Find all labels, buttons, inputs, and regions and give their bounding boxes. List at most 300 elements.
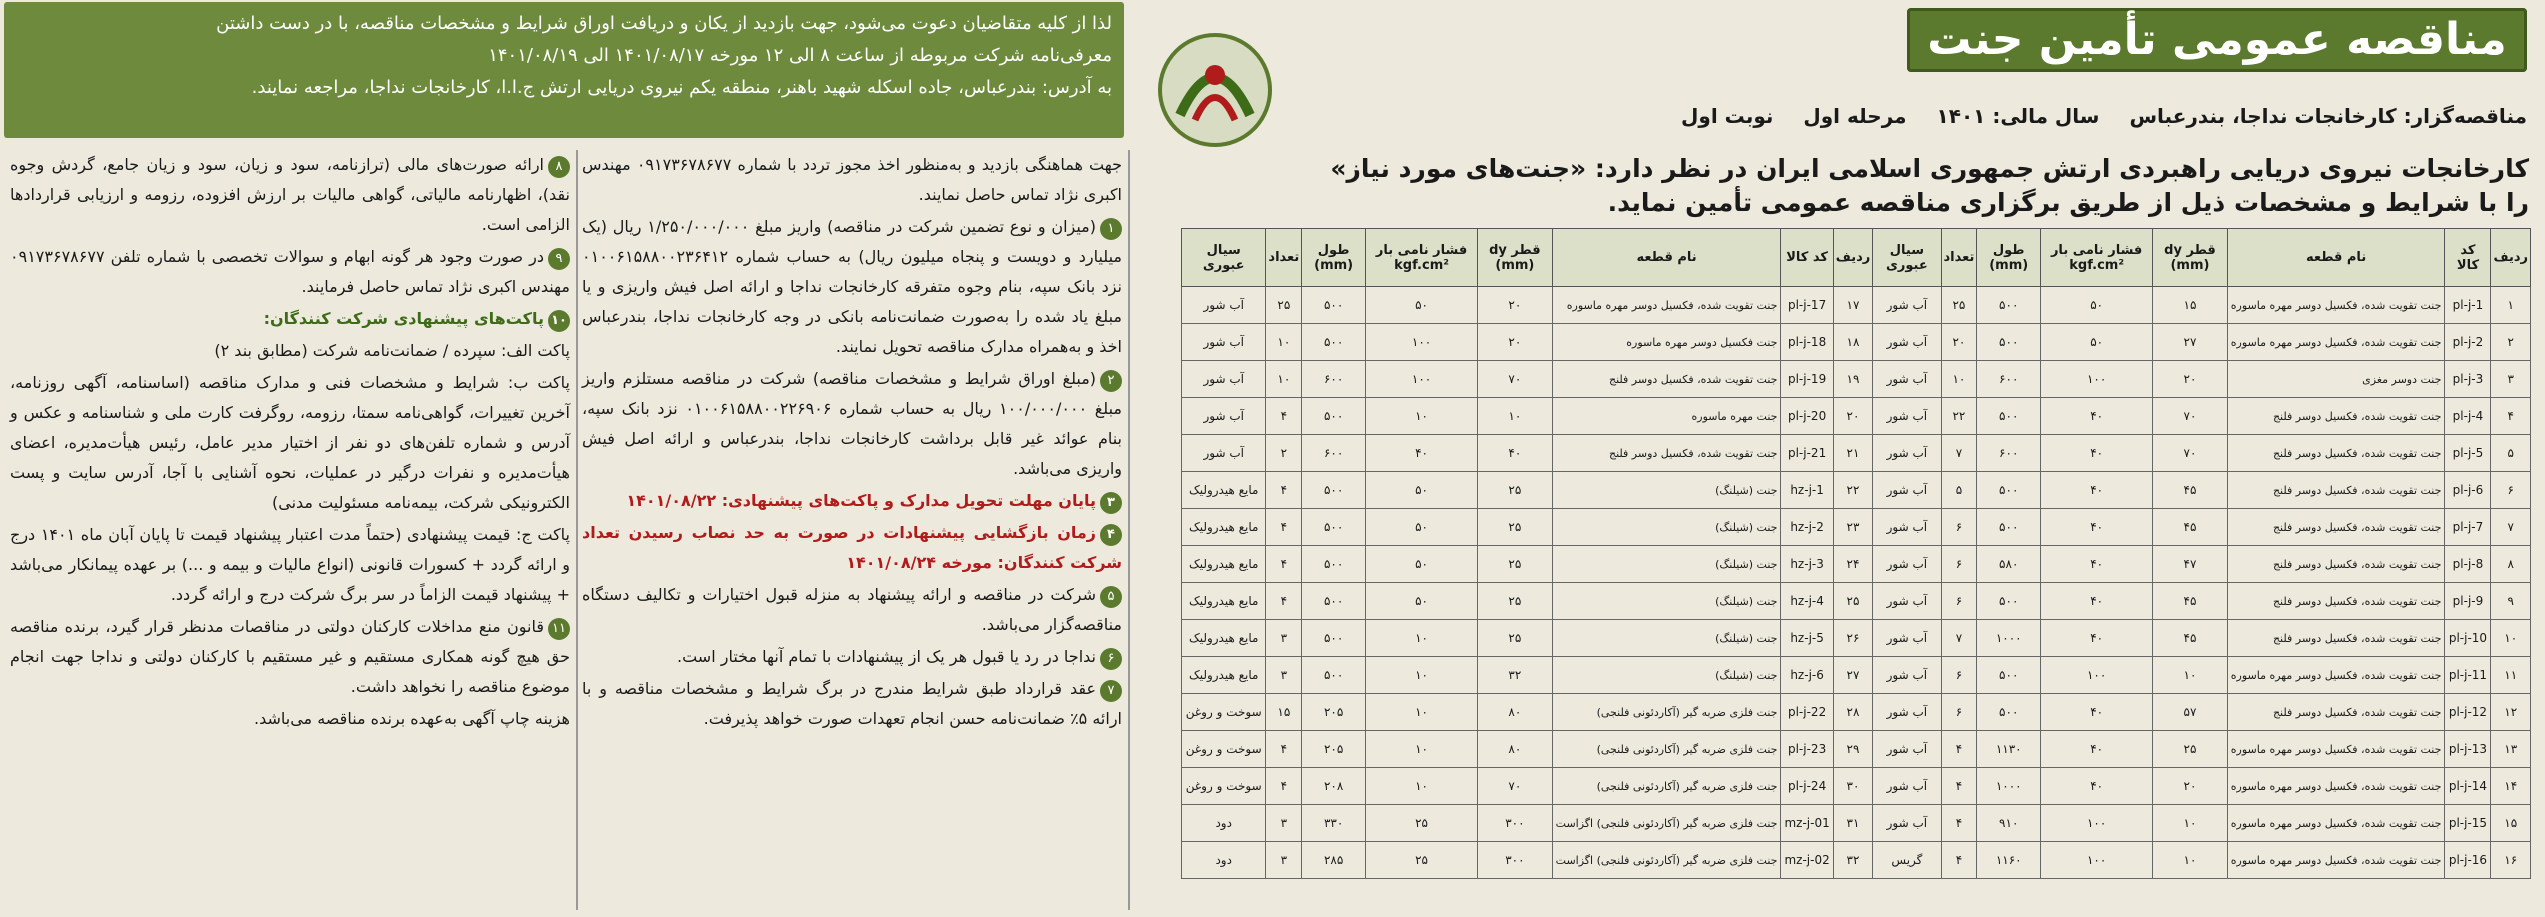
- envelopes-title: ۱۰پاکت‌های پیشنهادی شرکت کنندگان:: [10, 304, 570, 334]
- table-cell: ۵۰۰: [1977, 398, 2041, 435]
- table-cell: ۱۰: [2491, 620, 2531, 657]
- table-cell: جنت تقویت شده، فکسیل دوسر مهره ماسوره: [2227, 657, 2445, 694]
- item-number: ۲: [1100, 370, 1122, 392]
- table-cell: ۱۰: [1941, 361, 1977, 398]
- table-cell: ۴۰: [2041, 435, 2153, 472]
- table-cell: سوخت و روغن: [1182, 731, 1266, 768]
- table-cell: pl-j-24: [1781, 768, 1833, 805]
- table-cell: ۱۰: [1266, 361, 1302, 398]
- table-cell: آب شور: [1182, 361, 1266, 398]
- table-cell: ۲۷: [2153, 324, 2228, 361]
- table-row: [1182, 509, 2531, 546]
- table-cell: ۱۰۰: [1366, 324, 1478, 361]
- table-cell: ۴۰: [2041, 546, 2153, 583]
- table-cell: ۹۱۰: [1977, 805, 2041, 842]
- table-cell: آب شور: [1873, 435, 1941, 472]
- header: [0, 0, 2545, 150]
- column-header: قطر dy (mm): [2153, 229, 2228, 287]
- table-cell: ۵۰: [2041, 324, 2153, 361]
- table-cell: ۸: [2491, 546, 2531, 583]
- table-cell: ۵۰: [1366, 287, 1478, 324]
- table-cell: ۱۳: [2491, 731, 2531, 768]
- table-cell: ۵۰۰: [1977, 472, 2041, 509]
- table-cell: hz-j-3: [1781, 546, 1833, 583]
- table-row: [1182, 287, 2531, 324]
- table-cell: hz-j-5: [1781, 620, 1833, 657]
- table-cell: ۶: [1941, 509, 1977, 546]
- table-row: [1182, 620, 2531, 657]
- fiscal-year: سال مالی: ۱۴۰۱: [1936, 104, 2100, 128]
- table-cell: pl-j-15: [2445, 805, 2491, 842]
- acceptance-paragraph: ۵شرکت در مناقصه و ارائه پیشنهاد به منزله قبول اختیارات و تکالیف دستگاه مناقصه‌گزار می‌باشد.: [582, 585, 1122, 634]
- column-header: نام قطعه: [1552, 229, 1781, 287]
- table-cell: ۱۰: [2153, 805, 2228, 842]
- left-column: [10, 150, 570, 910]
- navy-logo-icon: [1140, 20, 1290, 170]
- table-cell: جنت فلزی ضربه گیر (آکاردئونی فلنجی): [1552, 768, 1781, 805]
- column-divider: [576, 150, 578, 910]
- table-cell: جنت (شیلنگ): [1552, 657, 1781, 694]
- table-cell: ۳: [1266, 620, 1302, 657]
- table-cell: ۱۰: [1366, 398, 1478, 435]
- table-cell: ۵۸۰: [1977, 546, 2041, 583]
- table-cell: ۷۰: [1478, 768, 1553, 805]
- table-cell: جنت فلزی ضربه گیر (آکاردئونی فلنجی) اگزاست: [1552, 805, 1781, 842]
- table-cell: ۲۰۸: [1302, 768, 1366, 805]
- table-cell: ۱۰: [1366, 657, 1478, 694]
- table-row: [1182, 657, 2531, 694]
- table-cell: سوخت و روغن: [1182, 768, 1266, 805]
- table-cell: pl-j-22: [1781, 694, 1833, 731]
- table-cell: ۳۲: [1478, 657, 1553, 694]
- table-cell: ۲۱: [1833, 435, 1873, 472]
- table-cell: سوخت و روغن: [1182, 694, 1266, 731]
- table-cell: ۳: [1266, 657, 1302, 694]
- table-cell: جنت فکسیل دوسر مهره ماسوره: [1552, 324, 1781, 361]
- table-cell: جنت تقویت شده، فکسیل دوسر مهره ماسوره: [2227, 805, 2445, 842]
- column-header: تعداد: [1941, 229, 1977, 287]
- table-cell: جنت فلزی ضربه گیر (آکاردئونی فلنجی): [1552, 731, 1781, 768]
- table-cell: ۵۰: [1366, 583, 1478, 620]
- table-cell: pl-j-7: [2445, 509, 2491, 546]
- table-cell: ۲۷: [1833, 657, 1873, 694]
- tender-meta: [1487, 98, 2527, 134]
- table-cell: آب شور: [1873, 731, 1941, 768]
- table-cell: ۶: [1941, 583, 1977, 620]
- table-cell: ۴۰: [2041, 768, 2153, 805]
- table-cell: جنت تقویت شده، فکسیل دوسر فلنج: [2227, 472, 2445, 509]
- table-cell: آب شور: [1873, 324, 1941, 361]
- table-cell: ۱۰۰: [2041, 805, 2153, 842]
- table-cell: ۵۰۰: [1977, 287, 2041, 324]
- table-cell: ۶۰۰: [1302, 435, 1366, 472]
- table-cell: ۷: [1941, 435, 1977, 472]
- intro-text: [1259, 152, 2529, 220]
- table-cell: mz-j-01: [1781, 805, 1833, 842]
- table-cell: ۴۵: [2153, 620, 2228, 657]
- table-cell: ۴۷: [2153, 546, 2228, 583]
- envelope-c: پاکت ج: قیمت پیشنهادی (حتماً مدت اعتبار پیشنهاد قیمت تا پایان آبان ماه ۱۴۰۱ درج و ارائه گردد + کسورات قانونی (انواع مالیات و بیمه و ...) بر عهده پیمانکار می‌باشد + پیشنهاد قیمت الزاماً در سر برگ شرکت درج و ارائه گردد.: [10, 525, 571, 604]
- column-header: فشار نامی بار kgf.cm²: [2041, 229, 2153, 287]
- item-number: ۵: [1100, 586, 1122, 608]
- table-cell: آب شور: [1873, 361, 1941, 398]
- item-number: ۶: [1100, 648, 1122, 670]
- table-cell: ۴: [1941, 805, 1977, 842]
- table-cell: ۷۰: [1478, 361, 1553, 398]
- table-cell: ۲۰: [1478, 324, 1553, 361]
- table-cell: ۲۹: [1833, 731, 1873, 768]
- column-header: فشار نامی بار kgf.cm²: [1366, 229, 1478, 287]
- table-cell: ۱۰: [2153, 842, 2228, 879]
- table-cell: pl-j-17: [1781, 287, 1833, 324]
- table-cell: ۷: [2491, 509, 2531, 546]
- table-cell: ۷۰: [2153, 398, 2228, 435]
- table-cell: ۱۵: [2153, 287, 2228, 324]
- table-cell: دود: [1182, 842, 1266, 879]
- table-cell: ۱۵: [1266, 694, 1302, 731]
- table-row: [1182, 805, 2531, 842]
- table-cell: ۲۵: [1478, 583, 1553, 620]
- table-cell: pl-j-6: [2445, 472, 2491, 509]
- table-row: [1182, 435, 2531, 472]
- page-title: مناقصه عمومی تأمین جنت: [1907, 8, 2527, 72]
- table-cell: ۵۰۰: [1977, 583, 2041, 620]
- table-cell: جنت تقویت شده، فکسیل دوسر فلنج: [1552, 361, 1781, 398]
- table-cell: دود: [1182, 805, 1266, 842]
- table-cell: آب شور: [1873, 805, 1941, 842]
- table-cell: جنت تقویت شده، فکسیل دوسر فلنج: [2227, 546, 2445, 583]
- table-cell: آب شور: [1873, 768, 1941, 805]
- table-cell: ۳: [2491, 361, 2531, 398]
- table-cell: ۵۰۰: [1977, 324, 2041, 361]
- table-row: [1182, 472, 2531, 509]
- table-cell: pl-j-5: [2445, 435, 2491, 472]
- table-cell: جنت مهره ماسوره: [1552, 398, 1781, 435]
- table-cell: ۳: [1266, 805, 1302, 842]
- table-cell: جنت (شیلنگ): [1552, 509, 1781, 546]
- table-cell: ۳۰: [1833, 768, 1873, 805]
- column-header: طول (mm): [1977, 229, 2041, 287]
- round: نوبت اول: [1681, 104, 1774, 128]
- table-cell: ۲: [2491, 324, 2531, 361]
- table-cell: ۱۰: [1366, 768, 1478, 805]
- table-cell: ۹: [2491, 583, 2531, 620]
- table-cell: ۱۱۳۰: [1977, 731, 2041, 768]
- column-header: نام قطعه: [2227, 229, 2445, 287]
- table-cell: ۲۵: [1478, 620, 1553, 657]
- table-cell: ۴۰: [2041, 620, 2153, 657]
- item-number: ۴: [1100, 524, 1122, 546]
- table-row: [1182, 324, 2531, 361]
- notice-line-3: به آدرس: بندرعباس، جاده اسکله شهید باهنر، منطقه یکم نیروی دریایی ارتش ج.ا.ا، کارخانجات نداجا، مراجعه نمایند.: [251, 77, 1112, 98]
- table-cell: ۱۰: [1366, 731, 1478, 768]
- column-header: ردیف: [1833, 229, 1873, 287]
- table-cell: ۱۷: [1833, 287, 1873, 324]
- table-cell: جنت تقویت شده، فکسیل دوسر فلنج: [2227, 694, 2445, 731]
- fee-paragraph: ۲(مبلغ اوراق شرایط و مشخصات مناقصه) شرکت در مناقصه مستلزم واریز مبلغ ۱۰۰/۰۰۰/۰۰۰ ریال به حساب شماره ۰۱۰۰۶۱۵۸۸۰۰۲۲۶۹۰۶ نزد بانک سپه، بنام عوائد غیر قابل برداشت کارخانجات نداجا، بندرعباس و ارائه اصل فیش واریزی می‌باشد.: [582, 369, 1122, 478]
- table-cell: ۲۰: [1941, 324, 1977, 361]
- table-row: [1182, 731, 2531, 768]
- table-cell: ۶۰۰: [1977, 435, 2041, 472]
- table-cell: ۱۲: [2491, 694, 2531, 731]
- item-number: ۳: [1100, 492, 1122, 514]
- table-cell: آب شور: [1873, 694, 1941, 731]
- table-cell: ۵۰۰: [1302, 509, 1366, 546]
- column-header: سیال عبوری: [1182, 229, 1266, 287]
- table-cell: ۲۵: [1366, 842, 1478, 879]
- table-cell: ۵۰۰: [1302, 620, 1366, 657]
- table-cell: pl-j-19: [1781, 361, 1833, 398]
- item-number: ۷: [1100, 680, 1122, 702]
- table-cell: آب شور: [1182, 398, 1266, 435]
- middle-column: [582, 150, 1122, 910]
- table-cell: ۴۰: [2041, 731, 2153, 768]
- table-cell: جنت تقویت شده، فکسیل دوسر مهره ماسوره: [2227, 324, 2445, 361]
- table-cell: pl-j-14: [2445, 768, 2491, 805]
- ad-cost-paragraph: هزینه چاپ آگهی به‌عهده برنده مناقصه می‌باشد.: [254, 709, 570, 728]
- table-cell: hz-j-2: [1781, 509, 1833, 546]
- table-cell: ۲۰: [1478, 287, 1553, 324]
- table-cell: ۸۰: [1478, 694, 1553, 731]
- table-cell: ۱۱: [2491, 657, 2531, 694]
- table-cell: ۳: [1266, 842, 1302, 879]
- table-cell: ۵۰۰: [1977, 694, 2041, 731]
- table-cell: جنت تقویت شده، فکسیل دوسر فلنج: [2227, 583, 2445, 620]
- table-cell: pl-j-11: [2445, 657, 2491, 694]
- table-cell: ۲۲: [1833, 472, 1873, 509]
- table-cell: جنت تقویت شده، فکسیل دوسر فلنج: [2227, 435, 2445, 472]
- table-cell: ۴۰: [2041, 583, 2153, 620]
- table-cell: ۳۳۰: [1302, 805, 1366, 842]
- table-cell: pl-j-21: [1781, 435, 1833, 472]
- table-cell: جنت تقویت شده، فکسیل دوسر مهره ماسوره: [2227, 287, 2445, 324]
- rejection-paragraph: ۶نداجا در رد یا قبول هر یک از پیشنهادات با تمام آنها مختار است.: [582, 642, 1122, 672]
- table-cell: ۲۵: [1478, 509, 1553, 546]
- table-cell: ۲۸: [1833, 694, 1873, 731]
- table-cell: ۴: [1941, 768, 1977, 805]
- table-cell: ۲۵: [1266, 287, 1302, 324]
- table-cell: جنت تقویت شده، فکسیل دوسر مهره ماسوره: [1552, 287, 1781, 324]
- table-cell: pl-j-2: [2445, 324, 2491, 361]
- table-cell: مایع هیدرولیک: [1182, 583, 1266, 620]
- guarantee-paragraph: ۱(میزان و نوع تضمین شرکت در مناقصه) واریز مبلغ ۱/۲۵۰/۰۰۰/۰۰۰ ریال (یک میلیارد و دویست و پنجاه میلیون ریال) به حساب شماره ۰۱۰۰۶۱۵۸۸۰۰۲۳۶۴۱۲ نزد بانک سپه، بنام وجوه متفرقه کارخانجات نداجا و ارائه اصل فیش واریزی و یا مبلغ یاد شده را به‌صورت ضمانت‌نامه بانکی در وجه کارخانجات نداجا، بندرعباس اخذ و به‌همراه مدارک مناقصه تحویل نمایند.: [582, 217, 1122, 356]
- conflict-paragraph: ۱۱قانون منع مداخلات کارکنان دولتی در مناقصات مدنظر قرار گیرد، برنده مناقصه حق هیچ گونه همکاری مستقیم و غیر مستقیم با کارکنان دولتی و نداجا جهت انجام موضوع مناقصه را نخواهد داشت.: [10, 617, 570, 696]
- table-cell: ۲۵: [1941, 287, 1977, 324]
- table-cell: مایع هیدرولیک: [1182, 472, 1266, 509]
- table-cell: ۴۵: [2153, 509, 2228, 546]
- contact-paragraph: جهت هماهنگی بازدید و به‌منظور اخذ مجوز تردد با شماره ۰۹۱۷۳۶۷۸۶۷۷ مهندس اکبری نژاد تماس حاصل نمایند.: [582, 155, 1122, 204]
- table-cell: گریس: [1873, 842, 1941, 879]
- table-cell: ۱۰: [2153, 657, 2228, 694]
- table-cell: مایع هیدرولیک: [1182, 620, 1266, 657]
- organizer: مناقصه‌گزار: کارخانجات نداجا، بندرعباس: [2129, 104, 2527, 128]
- table-cell: ۱۰۰: [1366, 361, 1478, 398]
- table-cell: ۱۱۶۰: [1977, 842, 2041, 879]
- table-cell: ۱۰: [1366, 620, 1478, 657]
- table-cell: آب شور: [1182, 324, 1266, 361]
- table-cell: ۴۰: [1478, 435, 1553, 472]
- table-cell: ۲۸۵: [1302, 842, 1366, 879]
- stage: مرحله اول: [1803, 104, 1907, 128]
- table-cell: مایع هیدرولیک: [1182, 546, 1266, 583]
- table-cell: ۴: [2491, 398, 2531, 435]
- intro-line-1: کارخانجات نیروی دریایی راهبردی ارتش جمهوری اسلامی ایران در نظر دارد: «جنت‌های مورد نیاز»: [1330, 154, 2529, 183]
- table-cell: ۴۰: [2041, 509, 2153, 546]
- table-cell: mz-j-02: [1781, 842, 1833, 879]
- table-cell: ۶: [1941, 657, 1977, 694]
- table-cell: جنت فلزی ضربه گیر (آکاردئونی فلنجی) اگزاست: [1552, 842, 1781, 879]
- table-cell: ۱۵: [2491, 805, 2531, 842]
- table-cell: ۱۰۰: [2041, 657, 2153, 694]
- table-cell: ۶۰۰: [1977, 361, 2041, 398]
- table-cell: ۵۰۰: [1977, 509, 2041, 546]
- table-cell: pl-j-20: [1781, 398, 1833, 435]
- table-cell: ۴۰: [2041, 472, 2153, 509]
- table-cell: ۶۰۰: [1302, 361, 1366, 398]
- item-number: ۱۱: [548, 618, 570, 640]
- column-header: سیال عبوری: [1873, 229, 1941, 287]
- table-cell: آب شور: [1182, 435, 1266, 472]
- table-cell: آب شور: [1873, 472, 1941, 509]
- table-cell: جنت تقویت شده، فکسیل دوسر مهره ماسوره: [2227, 842, 2445, 879]
- table-cell: آب شور: [1873, 287, 1941, 324]
- table-cell: جنت (شیلنگ): [1552, 583, 1781, 620]
- table-cell: جنت تقویت شده، فکسیل دوسر فلنج: [2227, 620, 2445, 657]
- table-cell: ۲۲: [1941, 398, 1977, 435]
- table-cell: ۵۰۰: [1302, 398, 1366, 435]
- table-cell: hz-j-6: [1781, 657, 1833, 694]
- items-table: [1181, 228, 2531, 879]
- table-cell: ۱۰: [1266, 324, 1302, 361]
- table-cell: جنت (شیلنگ): [1552, 546, 1781, 583]
- table-cell: جنت (شیلنگ): [1552, 620, 1781, 657]
- column-header: ردیف: [2491, 229, 2531, 287]
- table-cell: ۴: [1941, 731, 1977, 768]
- table-cell: ۵۰: [1366, 509, 1478, 546]
- table-cell: ۱۰۰۰: [1977, 768, 2041, 805]
- table-row: [1182, 398, 2531, 435]
- table-cell: pl-j-8: [2445, 546, 2491, 583]
- table-cell: ۵۰: [2041, 287, 2153, 324]
- table-row: [1182, 583, 2531, 620]
- table-cell: ۵۰۰: [1302, 546, 1366, 583]
- table-cell: ۵۰: [1366, 546, 1478, 583]
- table-cell: ۱: [2491, 287, 2531, 324]
- table-cell: ۵۰۰: [1302, 287, 1366, 324]
- column-divider: [1128, 150, 1130, 910]
- table-cell: ۳۰۰: [1478, 842, 1553, 879]
- table-cell: ۵: [1941, 472, 1977, 509]
- table-cell: pl-j-1: [2445, 287, 2491, 324]
- item-number: ۱۰: [548, 310, 570, 332]
- table-cell: ۲۴: [1833, 546, 1873, 583]
- table-header-row: [1182, 229, 2531, 287]
- table-row: [1182, 361, 2531, 398]
- opening-paragraph: ۴زمان بازگشایی پیشنهادات در صورت به حد نصاب رسیدن تعداد شرکت کنندگان: مورخه ۱۴۰۱/۰۸/۲۴: [582, 523, 1122, 572]
- table-cell: ۲۰۵: [1302, 694, 1366, 731]
- table-cell: ۴: [1266, 546, 1302, 583]
- table-cell: ۵۰۰: [1302, 583, 1366, 620]
- table-cell: ۱۴: [2491, 768, 2531, 805]
- deadline-paragraph: ۳پایان مهلت تحویل مدارک و پاکت‌های پیشنهادی: ۱۴۰۱/۰۸/۲۲: [582, 486, 1122, 516]
- column-header: کد کالا: [2445, 229, 2491, 287]
- table-cell: جنت فلزی ضربه گیر (آکاردئونی فلنجی): [1552, 694, 1781, 731]
- table-cell: ۲۵: [2153, 731, 2228, 768]
- table-cell: ۷: [1941, 620, 1977, 657]
- column-header: طول (mm): [1302, 229, 1366, 287]
- table-cell: pl-j-16: [2445, 842, 2491, 879]
- table-cell: ۲۰: [2153, 361, 2228, 398]
- table-cell: آب شور: [1873, 657, 1941, 694]
- table-cell: ۱۰: [1366, 694, 1478, 731]
- table-cell: آب شور: [1873, 546, 1941, 583]
- table-cell: pl-j-23: [1781, 731, 1833, 768]
- table-cell: ۱۰۰: [2041, 842, 2153, 879]
- table-cell: ۲۰۵: [1302, 731, 1366, 768]
- table-cell: ۲۵: [1478, 472, 1553, 509]
- table-cell: pl-j-3: [2445, 361, 2491, 398]
- table-row: [1182, 546, 2531, 583]
- envelope-a: پاکت الف: سپرده / ضمانت‌نامه شرکت (مطابق بند ۲): [214, 341, 570, 360]
- envelope-b: پاکت ب: شرایط و مشخصات فنی و مدارک مناقصه (اساسنامه، آگهی روزنامه، آخرین تغییرات، گواهی‌نامه سمتا، رزومه، روگرفت کارت ملی و شناسنامه و عکس و آدرس و شماره تلفن‌های دو نفر از اختیار مدیر عامل، رئیس هیأت‌مدیره، اعضای هیأت‌مدیره و نفرات درگیر در عملیات، نحوه آشنایی با آجا، آدرس سایت و پست الکترونیکی شرکت، بیمه‌نامه مسئولیت مدنی): [10, 373, 570, 512]
- table-cell: آب شور: [1873, 398, 1941, 435]
- table-cell: pl-j-4: [2445, 398, 2491, 435]
- table-cell: مایع هیدرولیک: [1182, 657, 1266, 694]
- column-header: قطر dy (mm): [1478, 229, 1553, 287]
- table-body: [1182, 287, 2531, 879]
- table-cell: جنت تقویت شده، فکسیل دوسر مهره ماسوره: [2227, 731, 2445, 768]
- table-cell: hz-j-1: [1781, 472, 1833, 509]
- table-row: [1182, 694, 2531, 731]
- table-cell: hz-j-4: [1781, 583, 1833, 620]
- table-cell: ۵۰۰: [1302, 324, 1366, 361]
- table-cell: ۱۰: [1478, 398, 1553, 435]
- table-cell: ۲۳: [1833, 509, 1873, 546]
- table-cell: ۱۰۰۰: [1977, 620, 2041, 657]
- financial-paragraph: ۸ارائه صورت‌های مالی (ترازنامه، سود و زیان، سود و زیان جامع، گردش وجوه نقد)، اظهارنامه مالیاتی، گواهی مالیات بر ارزش افزوده، رزومه و ارزیابی قراردادها الزامی است.: [10, 155, 570, 234]
- notice-line-1: لذا از کلیه متقاضیان دعوت می‌شود، جهت بازدید از یکان و دریافت اوراق شرایط و مشخصات مناقصه، با در دست داشتن: [216, 13, 1112, 34]
- intro-line-2: را با شرایط و مشخصات ذیل از طریق برگزاری مناقصه عمومی تأمین نماید.: [1607, 188, 2529, 217]
- questions-paragraph: ۹در صورت وجود هر گونه ابهام و سوالات تخصصی با شماره تلفن ۰۹۱۷۳۶۷۸۶۷۷ مهندس اکبری نژاد تماس حاصل فرمایند.: [10, 247, 570, 296]
- column-header: تعداد: [1266, 229, 1302, 287]
- table-cell: pl-j-10: [2445, 620, 2491, 657]
- table-cell: ۴۵: [2153, 472, 2228, 509]
- table-cell: ۴: [1266, 509, 1302, 546]
- item-number: ۸: [548, 156, 570, 178]
- table-cell: ۴: [1266, 583, 1302, 620]
- contract-paragraph: ۷عقد قرارداد طبق شرایط مندرج در برگ شرایط و مشخصات مناقصه و با ارائه ۵٪ ضمانت‌نامه حسن انجام تعهدات صورت خواهد پذیرفت.: [582, 679, 1122, 728]
- table-cell: آب شور: [1182, 287, 1266, 324]
- table-cell: جنت تقویت شده، فکسیل دوسر فلنج: [2227, 398, 2445, 435]
- table-cell: ۲۰: [1833, 398, 1873, 435]
- table-cell: جنت (شیلنگ): [1552, 472, 1781, 509]
- table-cell: آب شور: [1873, 620, 1941, 657]
- table-cell: ۶: [2491, 472, 2531, 509]
- table-cell: ۵۰۰: [1302, 472, 1366, 509]
- table-cell: ۲۰: [2153, 768, 2228, 805]
- table-cell: آب شور: [1873, 509, 1941, 546]
- table-cell: مایع هیدرولیک: [1182, 509, 1266, 546]
- table-cell: ۸۰: [1478, 731, 1553, 768]
- table-cell: ۴: [1266, 472, 1302, 509]
- table-cell: ۵۷: [2153, 694, 2228, 731]
- table-cell: ۵۰: [1366, 472, 1478, 509]
- table-cell: ۷۰: [2153, 435, 2228, 472]
- table-cell: ۱۰۰: [2041, 361, 2153, 398]
- table-cell: ۱۶: [2491, 842, 2531, 879]
- table-cell: ۱۸: [1833, 324, 1873, 361]
- table-cell: ۲۵: [1366, 805, 1478, 842]
